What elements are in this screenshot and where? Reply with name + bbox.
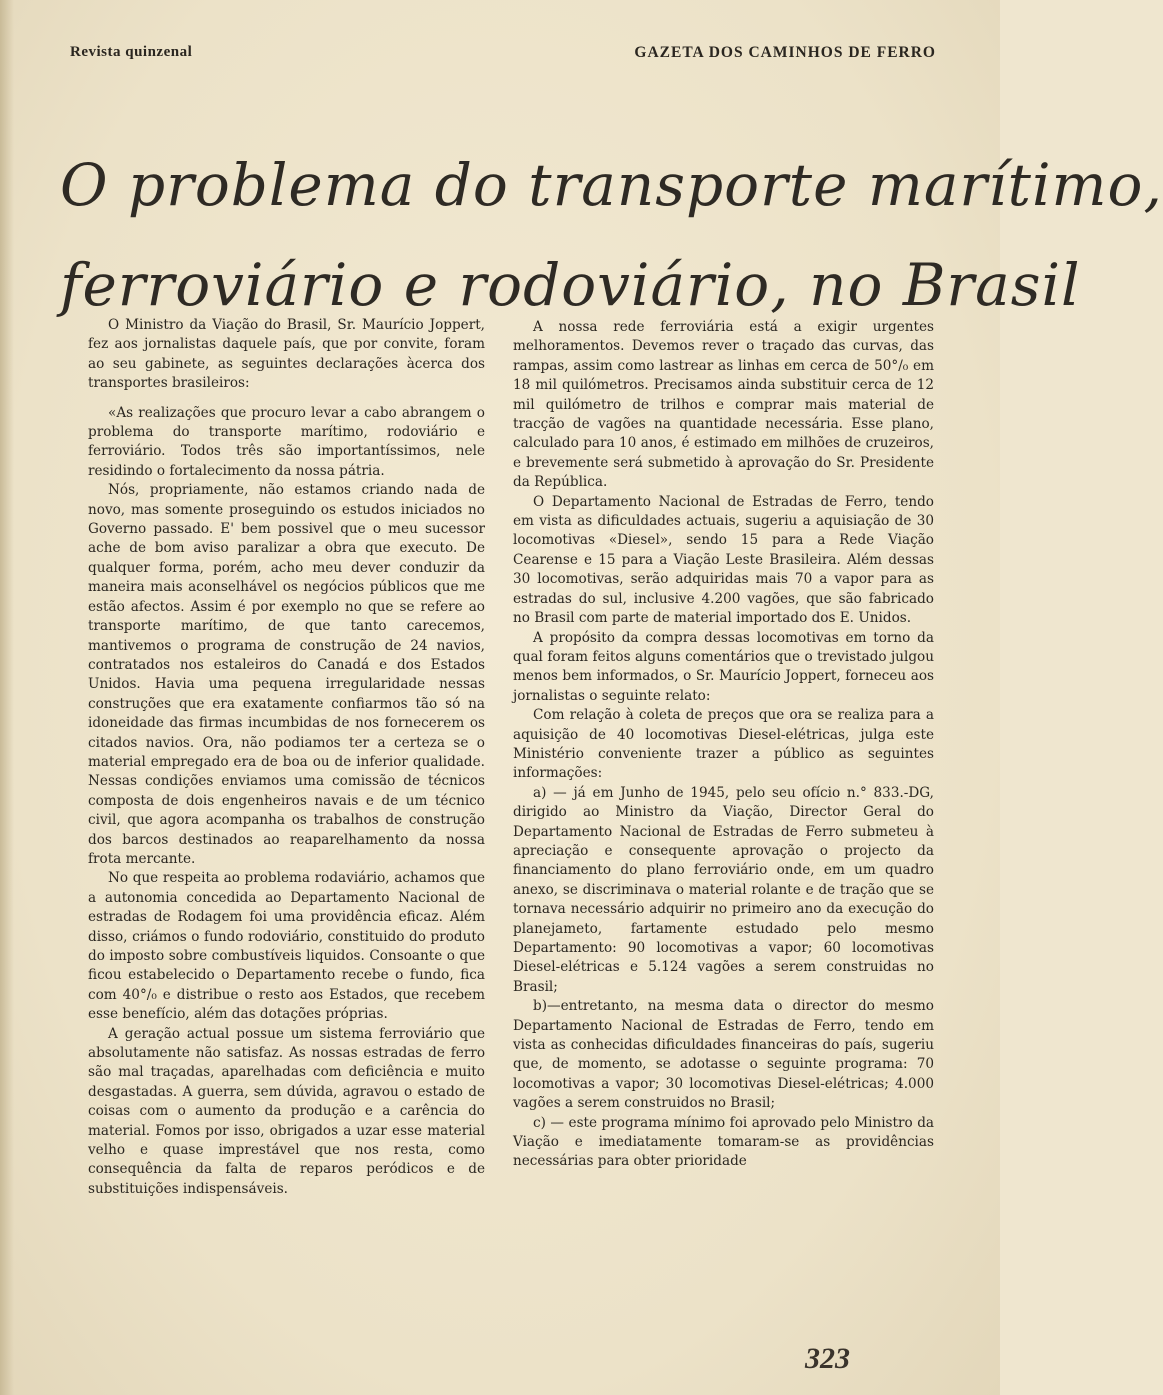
paragraph: b)—entretanto, na mesma data o director do mesmo Departamento Nacional de Estradas de Ferro, tendo em vista as conhecidas dificuldades financeiras do país, sugeriu que, de momento, se adotasse o seguinte programa: 70 locomotivas a vapor; 30 locomotivas Diesel-elétricas; 4.000 vagões a serem construidos no Brasil; <box>513 998 934 1112</box>
paragraph: O Ministro da Viação do Brasil, Sr. Maurício Joppert, fez aos jornalistas daquele país, que por convite, foram ao seu gabinete, as seguintes declarações àcerca dos transportes brasileiros: <box>88 317 485 392</box>
paragraph: No que respeita ao problema rodaviário, achamos que a autonomia concedida ao Departamento Nacional de estradas de Rodagem foi uma providência eficaz. Além disso, criámos o fundo rodoviário, constituido do produto do imposto sobre combustíveis liquidos. Consoante o que ficou estabelecido o Departamento recebe o fundo, fica com 40°/₀ e distribue o resto aos Estados, que recebem esse benefício, além das dotações próprias. <box>88 870 485 1023</box>
binding-shadow <box>0 0 14 1395</box>
article-title-line-1: O problema do transporte marítimo, <box>60 150 1163 219</box>
paragraph: A propósito da compra dessas locomotivas em torno da qual foram feitos alguns comentários que o trevistado julgou menos bem informados, o Sr. Maurício Joppert, forneceu aos jornalistas o seguinte relato: <box>513 629 934 704</box>
running-header-left: Revista quinzenal <box>70 44 193 60</box>
article-title <box>60 135 1163 335</box>
paragraph: A geração actual possue um sistema ferroviário que absolutamente não satisfaz. As nossas estradas de ferro são mal traçadas, aparelhadas com deficiência e muito desgastadas. A guerra, sem dúvida, agravou o estado de coisas com o aumento da produção e a carência do material. Fomos por isso, obrigados a uzar esse material velho e quase imprestável que nos resta, como consequência da falta de reparos peródicos e de substituições indispensáveis. <box>88 1025 485 1197</box>
paragraph: «As realizações que procuro levar a cabo abrangem o problema do transporte marítimo, rodoviário e ferroviário. Todos três são importantíssimos, nele residindo o fortalecimento da nossa pátria. <box>88 404 485 479</box>
right-column <box>513 318 934 1172</box>
article-title-line-2: ferroviário e rodoviário, no Brasil <box>60 250 1081 319</box>
paragraph: Nós, propriamente, não estamos criando nada de novo, mas somente proseguindo os estudos iniciados no Governo passado. E' bem possivel que o meu sucessor ache de bom aviso paralizar a obra que executo. De qualquer forma, porém, acho meu dever conduzir da maneira mais aconselhável os negócios públicos que me estão afectos. Assim é por exemplo no que se refere ao transporte marítimo, de que tanto carecemos, mantivemos o programa de construção de 24 navios, contratados nos estaleiros do Canadá e dos Estados Unidos. Havia uma pequena irregularidade nessas construções que era exatamente confiarmos tão só na idoneidade das firmas incumbidas de nos fornecerem os citados navios. Ora, não podiamos ter a certeza se o material empregado era de boa ou de inferior qualidade. Nessas condições enviamos uma comissão de técnicos composta de dois engenheiros navais e de um técnico civil, que agora acompanha os trabalhos de construção dos barcos destinados ao reaparelhamento da nossa frota mercante. <box>88 482 485 867</box>
left-column <box>88 316 485 1199</box>
paragraph: c) — este programa mínimo foi aprovado pelo Ministro da Viação e imediatamente tomaram-se as providências necessárias para obter prioridade <box>513 1114 934 1170</box>
paragraph: Com relação à coleta de preços que ora se realiza para a aquisição de 40 locomotivas Diesel-elétricas, julga este Ministério conveniente trazer a público as seguintes informações: <box>513 707 934 782</box>
paragraph: a) — já em Junho de 1945, pelo seu ofício n.° 833.-DG, dirigido ao Ministro da Viação, Director Geral do Departamento Nacional de Estradas de Ferro submeteu à apreciação e consequente aprovação o projecto da financiamento do plano ferroviário onde, em um quadro anexo, se discriminava o material rolante e de tração que se tornava necessário adquirir no primeiro ano da execução do planejameto, fartamente estudado pelo mesmo Departamento: 90 locomotivas a vapor; 60 locomotivas Diesel-elétricas e 5.124 vagões a serem construidas no Brasil; <box>513 784 934 995</box>
paragraph: O Departamento Nacional de Estradas de Ferro, tendo em vista as dificuldades actuais, sugeriu a aquisiação de 30 locomotivas «Diesel», sendo 15 para a Rede Viação Cearense e 15 para a Viação Leste Brasileira. Além dessas 30 locomotivas, serão adquiridas mais 70 a vapor para as estradas do sul, inclusive 4.200 vagões, que são fabricado no Brasil com parte de material importado dos E. Unidos. <box>513 493 934 627</box>
paragraph: A nossa rede ferroviária está a exigir urgentes melhoramentos. Devemos rever o traçado das curvas, das rampas, assim como lastrear as linhas em cerca de 50°/₀ em 18 mil quilómetros. Precisamos ainda substituir cerca de 12 mil quilómetro de trilhos e comprar mais material de tracção de vagões na quantidade necessária. Esse plano, calculado para 10 anos, é estimado em milhões de cruzeiros, e brevemente será submetido à aprovação do Sr. Presidente da República. <box>513 319 934 491</box>
running-header-right: GAZETA DOS CAMINHOS DE FERRO <box>634 44 936 61</box>
page-number: 323 <box>805 1342 850 1375</box>
